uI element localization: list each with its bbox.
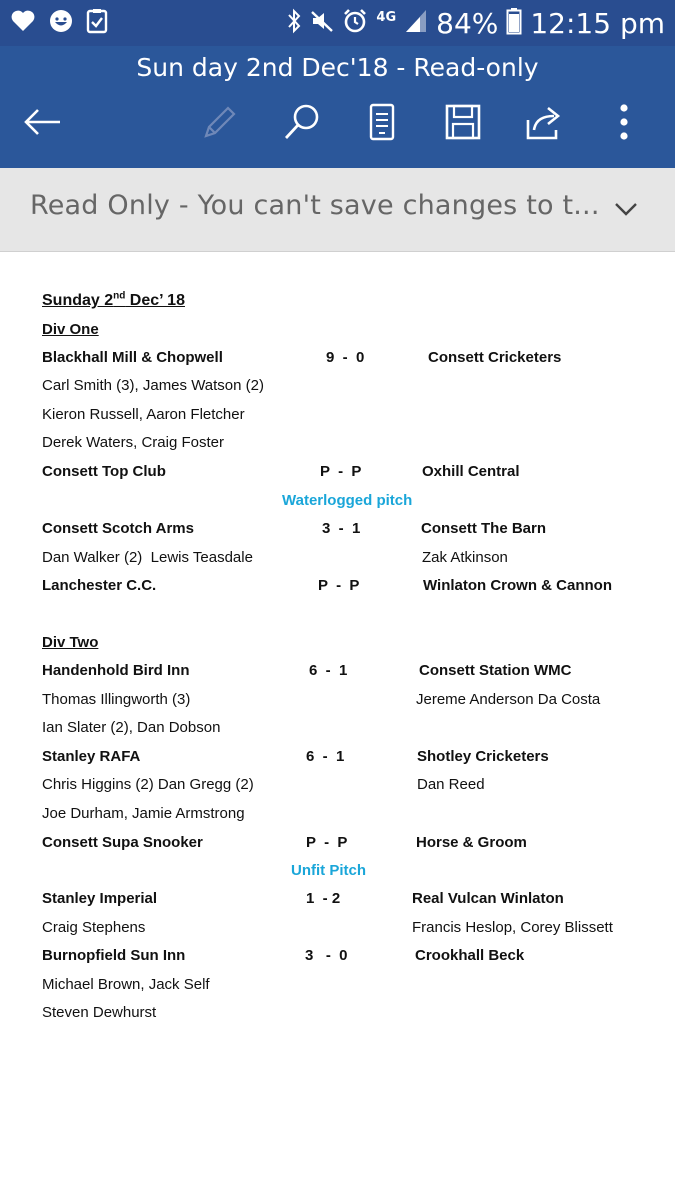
back-button[interactable]	[20, 102, 64, 146]
fixture-away: Oxhill Central	[422, 463, 520, 480]
floppy-disk-icon	[443, 102, 483, 147]
expand-banner-button[interactable]	[611, 194, 641, 224]
fixture-home: Consett Supa Snooker	[42, 834, 203, 851]
mute-icon	[310, 9, 334, 38]
read-only-message: Read Only - You can't save changes to t...	[30, 190, 600, 221]
scorers: Francis Heslop, Corey Blissett	[412, 919, 613, 936]
share-icon	[524, 102, 564, 147]
system-status	[286, 6, 665, 40]
fixture-score: 9 - 0	[326, 349, 365, 366]
battery-icon	[506, 7, 522, 40]
fixture-away: Shotley Cricketers	[417, 748, 549, 765]
scorers: Carl Smith (3), James Watson (2)	[42, 377, 264, 394]
fixture-home: Stanley RAFA	[42, 748, 141, 765]
fixture-home: Stanley Imperial	[42, 890, 158, 907]
fixture-score: 6 - 1	[306, 748, 345, 765]
fixture-home: Burnopfield Sun Inn	[42, 947, 186, 964]
app-header	[0, 46, 675, 168]
status-bar	[0, 0, 675, 46]
scorers: Steven Dewhurst	[42, 1004, 157, 1021]
fixture-home: Handenhold Bird Inn	[42, 662, 190, 679]
fixture-score: P - P	[318, 577, 360, 594]
save-button[interactable]	[441, 102, 485, 146]
share-button[interactable]	[522, 102, 566, 146]
match-note: Unfit Pitch	[291, 862, 366, 879]
page-heading: Sunday 2nd Dec’ 18	[42, 290, 185, 309]
scorers: Kieron Russell, Aaron Fletcher	[42, 406, 245, 423]
bluetooth-icon	[286, 8, 302, 39]
back-arrow-icon	[22, 107, 62, 142]
search-button[interactable]	[280, 102, 324, 146]
chevron-down-icon	[611, 211, 641, 228]
document-page[interactable]	[0, 253, 675, 1200]
fixture-score: 3 - 0	[305, 947, 348, 964]
scorers: Dan Reed	[417, 776, 485, 793]
alarm-icon	[342, 8, 368, 39]
network-type: 4G	[376, 9, 397, 25]
fixture-score: P - P	[306, 834, 348, 851]
search-icon	[282, 102, 322, 147]
battery-percent: 84%	[436, 6, 499, 40]
fixture-score: 1 - 2	[306, 890, 341, 907]
fixture-away: Consett Station WMC	[419, 662, 572, 679]
fixture-home: Lanchester C.C.	[42, 577, 157, 594]
scorers: Jereme Anderson Da Costa	[416, 691, 601, 708]
scorers: Joe Durham, Jamie Armstrong	[42, 805, 245, 822]
fixture-away: Crookhall Beck	[415, 947, 525, 964]
scorers: Dan Walker (2) Lewis Teasdale	[42, 549, 253, 566]
scorers: Ian Slater (2), Dan Dobson	[42, 719, 221, 736]
signal-icon	[404, 8, 428, 39]
read-only-banner[interactable]	[0, 168, 675, 252]
division-one-heading: Div One	[42, 321, 99, 338]
division-two-heading: Div Two	[42, 634, 99, 651]
fixture-home: Consett Scotch Arms	[42, 520, 194, 537]
match-note: Waterlogged pitch	[282, 492, 413, 509]
reading-view-button[interactable]	[360, 102, 404, 146]
scorers: Derek Waters, Craig Foster	[42, 434, 224, 451]
heart-icon	[10, 9, 36, 38]
more-vertical-icon	[618, 102, 630, 147]
pencil-icon	[200, 102, 240, 147]
clock: 12:15 pm	[530, 6, 665, 40]
scorers: Craig Stephens	[42, 919, 146, 936]
fixture-home: Blackhall Mill & Chopwell	[42, 349, 223, 366]
fixture-away: Real Vulcan Winlaton	[412, 890, 564, 907]
fixture-away: Horse & Groom	[416, 834, 527, 851]
scorers: Thomas Illingworth (3)	[42, 691, 191, 708]
scorers: Chris Higgins (2) Dan Gregg (2)	[42, 776, 254, 793]
smiley-icon	[48, 8, 74, 39]
edit-button[interactable]	[198, 102, 242, 146]
fixture-score: 3 - 1	[322, 520, 361, 537]
fixture-away: Consett The Barn	[421, 520, 547, 537]
scorers: Zak Atkinson	[422, 549, 508, 566]
scorers: Michael Brown, Jack Self	[42, 976, 210, 993]
clipboard-check-icon	[86, 8, 108, 39]
document-title: Sun day 2nd Dec'18 - Read-only	[136, 53, 539, 82]
fixture-away: Winlaton Crown & Cannon	[423, 577, 613, 594]
notification-icons	[10, 8, 108, 38]
document-view-icon	[367, 102, 397, 147]
fixture-score: P - P	[320, 463, 362, 480]
fixture-score: 6 - 1	[309, 662, 348, 679]
more-options-button[interactable]	[602, 102, 646, 146]
fixture-home: Consett Top Club	[42, 463, 166, 480]
fixture-away: Consett Cricketers	[428, 349, 562, 366]
